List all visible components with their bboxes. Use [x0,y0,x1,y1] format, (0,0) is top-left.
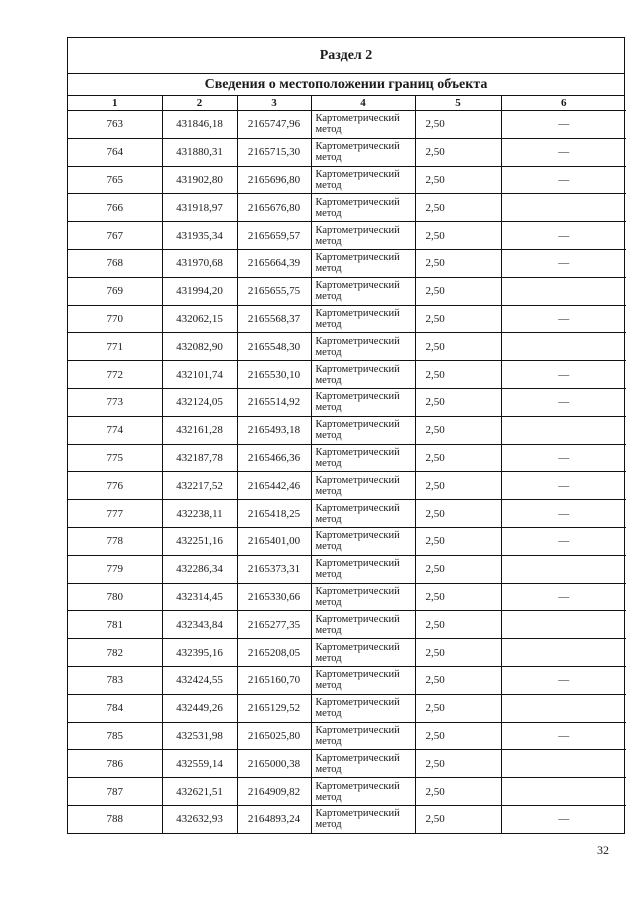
method-cell: Картометрический метод [311,222,415,250]
table-row [68,527,626,555]
y-coordinate-cell: 2165715,30 [237,138,311,166]
x-coordinate-cell: 431918,97 [162,194,237,222]
point-number-cell: 784 [68,694,162,722]
x-coordinate-cell: 432124,05 [162,388,237,416]
point-number-cell: 772 [68,361,162,389]
accuracy-cell: 2,50 [415,500,501,528]
accuracy-cell: 2,50 [415,639,501,667]
accuracy-cell: 2,50 [415,750,501,778]
x-coordinate-cell: 432559,14 [162,750,237,778]
point-number-cell: 779 [68,555,162,583]
table-row [68,249,626,277]
note-cell [501,639,626,667]
note-cell [501,333,626,361]
accuracy-cell: 2,50 [415,138,501,166]
point-number-cell: 783 [68,666,162,694]
table-row [68,166,626,194]
y-coordinate-cell: 2165548,30 [237,333,311,361]
x-coordinate-cell: 431846,18 [162,111,237,139]
table-row [68,666,626,694]
method-cell: Картометрический метод [311,666,415,694]
note-cell: — [501,249,626,277]
y-coordinate-cell: 2164909,82 [237,778,311,806]
y-coordinate-cell: 2165664,39 [237,249,311,277]
accuracy-cell: 2,50 [415,249,501,277]
method-cell: Картометрический метод [311,194,415,222]
table-row [68,305,626,333]
table-row [68,388,626,416]
method-cell: Картометрический метод [311,583,415,611]
point-number-cell: 782 [68,639,162,667]
x-coordinate-cell: 432187,78 [162,444,237,472]
y-coordinate-cell: 2165401,00 [237,527,311,555]
point-number-cell: 774 [68,416,162,444]
column-header: 5 [415,96,501,111]
x-coordinate-cell: 432314,45 [162,583,237,611]
y-coordinate-cell: 2165160,70 [237,666,311,694]
point-number-cell: 764 [68,138,162,166]
x-coordinate-cell: 432424,55 [162,666,237,694]
column-header: 3 [237,96,311,111]
method-cell: Картометрический метод [311,277,415,305]
accuracy-cell: 2,50 [415,583,501,611]
note-cell: — [501,444,626,472]
method-cell: Картометрический метод [311,611,415,639]
note-cell: — [501,222,626,250]
y-coordinate-cell: 2165676,80 [237,194,311,222]
table-row [68,194,626,222]
note-cell: — [501,583,626,611]
method-cell: Картометрический метод [311,166,415,194]
accuracy-cell: 2,50 [415,555,501,583]
point-number-cell: 776 [68,472,162,500]
table-row [68,639,626,667]
point-number-cell: 771 [68,333,162,361]
point-number-cell: 769 [68,277,162,305]
note-cell [501,611,626,639]
point-number-cell: 767 [68,222,162,250]
x-coordinate-cell: 432632,93 [162,805,237,832]
note-cell: — [501,305,626,333]
x-coordinate-cell: 432238,11 [162,500,237,528]
y-coordinate-cell: 2165655,75 [237,277,311,305]
method-cell: Картометрический метод [311,138,415,166]
accuracy-cell: 2,50 [415,305,501,333]
accuracy-cell: 2,50 [415,527,501,555]
method-cell: Картометрический метод [311,500,415,528]
accuracy-cell: 2,50 [415,166,501,194]
y-coordinate-cell: 2165000,38 [237,750,311,778]
table-row [68,750,626,778]
point-number-cell: 770 [68,305,162,333]
y-coordinate-cell: 2165696,80 [237,166,311,194]
accuracy-cell: 2,50 [415,666,501,694]
accuracy-cell: 2,50 [415,111,501,139]
point-number-cell: 781 [68,611,162,639]
y-coordinate-cell: 2165530,10 [237,361,311,389]
x-coordinate-cell: 432531,98 [162,722,237,750]
point-number-cell: 766 [68,194,162,222]
note-cell: — [501,472,626,500]
page-number: 32 [597,843,609,857]
accuracy-cell: 2,50 [415,472,501,500]
note-cell [501,694,626,722]
x-coordinate-cell: 432395,16 [162,639,237,667]
accuracy-cell: 2,50 [415,722,501,750]
x-coordinate-cell: 431994,20 [162,277,237,305]
y-coordinate-cell: 2165466,36 [237,444,311,472]
method-cell: Картометрический метод [311,555,415,583]
y-coordinate-cell: 2165129,52 [237,694,311,722]
point-number-cell: 786 [68,750,162,778]
method-cell: Картометрический метод [311,361,415,389]
table-row [68,500,626,528]
method-cell: Картометрический метод [311,805,415,832]
point-number-cell: 773 [68,388,162,416]
note-cell: — [501,500,626,528]
note-cell: — [501,527,626,555]
x-coordinate-cell: 432082,90 [162,333,237,361]
method-cell: Картометрический метод [311,416,415,444]
accuracy-cell: 2,50 [415,611,501,639]
table-row [68,583,626,611]
table-body [68,111,626,833]
column-header: 2 [162,96,237,111]
accuracy-cell: 2,50 [415,388,501,416]
point-number-cell: 765 [68,166,162,194]
note-cell: — [501,805,626,832]
note-cell: — [501,722,626,750]
method-cell: Картометрический метод [311,444,415,472]
column-header: 1 [68,96,162,111]
x-coordinate-cell: 432217,52 [162,472,237,500]
note-cell [501,778,626,806]
note-cell [501,194,626,222]
accuracy-cell: 2,50 [415,222,501,250]
x-coordinate-cell: 432161,28 [162,416,237,444]
point-number-cell: 785 [68,722,162,750]
point-number-cell: 788 [68,805,162,832]
method-cell: Картометрический метод [311,639,415,667]
method-cell: Картометрический метод [311,305,415,333]
table-row [68,472,626,500]
table-row [68,361,626,389]
table-header-row [68,96,626,111]
x-coordinate-cell: 432251,16 [162,527,237,555]
accuracy-cell: 2,50 [415,333,501,361]
point-number-cell: 768 [68,249,162,277]
x-coordinate-cell: 431880,31 [162,138,237,166]
method-cell: Картометрический метод [311,750,415,778]
section-title: Раздел 2 [68,38,624,74]
table-row [68,222,626,250]
y-coordinate-cell: 2165025,80 [237,722,311,750]
accuracy-cell: 2,50 [415,805,501,832]
accuracy-cell: 2,50 [415,778,501,806]
note-cell: — [501,138,626,166]
x-coordinate-cell: 432621,51 [162,778,237,806]
y-coordinate-cell: 2165493,18 [237,416,311,444]
y-coordinate-cell: 2165514,92 [237,388,311,416]
table-row [68,805,626,832]
note-cell: — [501,666,626,694]
table-row [68,778,626,806]
accuracy-cell: 2,50 [415,694,501,722]
table-row [68,555,626,583]
table-row [68,444,626,472]
boundary-points-table [68,96,626,833]
y-coordinate-cell: 2165277,35 [237,611,311,639]
x-coordinate-cell: 432101,74 [162,361,237,389]
x-coordinate-cell: 432062,15 [162,305,237,333]
note-cell: — [501,388,626,416]
method-cell: Картометрический метод [311,111,415,139]
method-cell: Картометрический метод [311,527,415,555]
note-cell: — [501,111,626,139]
table-row [68,111,626,139]
y-coordinate-cell: 2165330,66 [237,583,311,611]
x-coordinate-cell: 431902,80 [162,166,237,194]
method-cell: Картометрический метод [311,694,415,722]
method-cell: Картометрический метод [311,388,415,416]
x-coordinate-cell: 432343,84 [162,611,237,639]
x-coordinate-cell: 432449,26 [162,694,237,722]
table-row [68,694,626,722]
point-number-cell: 787 [68,778,162,806]
method-cell: Картометрический метод [311,333,415,361]
note-cell [501,750,626,778]
y-coordinate-cell: 2165418,25 [237,500,311,528]
y-coordinate-cell: 2165442,46 [237,472,311,500]
y-coordinate-cell: 2164893,24 [237,805,311,832]
x-coordinate-cell: 432286,34 [162,555,237,583]
method-cell: Картометрический метод [311,249,415,277]
point-number-cell: 780 [68,583,162,611]
table-row [68,416,626,444]
x-coordinate-cell: 431935,34 [162,222,237,250]
y-coordinate-cell: 2165747,96 [237,111,311,139]
point-number-cell: 775 [68,444,162,472]
method-cell: Картометрический метод [311,472,415,500]
accuracy-cell: 2,50 [415,277,501,305]
point-number-cell: 778 [68,527,162,555]
table-row [68,277,626,305]
boundary-section-sheet [67,37,625,834]
note-cell: — [501,166,626,194]
method-cell: Картометрический метод [311,722,415,750]
y-coordinate-cell: 2165659,57 [237,222,311,250]
table-row [68,611,626,639]
note-cell [501,416,626,444]
point-number-cell: 777 [68,500,162,528]
point-number-cell: 763 [68,111,162,139]
column-header: 4 [311,96,415,111]
accuracy-cell: 2,50 [415,361,501,389]
table-row [68,722,626,750]
y-coordinate-cell: 2165568,37 [237,305,311,333]
column-header: 6 [501,96,626,111]
y-coordinate-cell: 2165373,31 [237,555,311,583]
x-coordinate-cell: 431970,68 [162,249,237,277]
note-cell: — [501,361,626,389]
y-coordinate-cell: 2165208,05 [237,639,311,667]
accuracy-cell: 2,50 [415,416,501,444]
table-row [68,333,626,361]
accuracy-cell: 2,50 [415,194,501,222]
accuracy-cell: 2,50 [415,444,501,472]
section-subtitle: Сведения о местоположении границ объекта [68,74,624,96]
table-row [68,138,626,166]
note-cell [501,277,626,305]
method-cell: Картометрический метод [311,778,415,806]
note-cell [501,555,626,583]
